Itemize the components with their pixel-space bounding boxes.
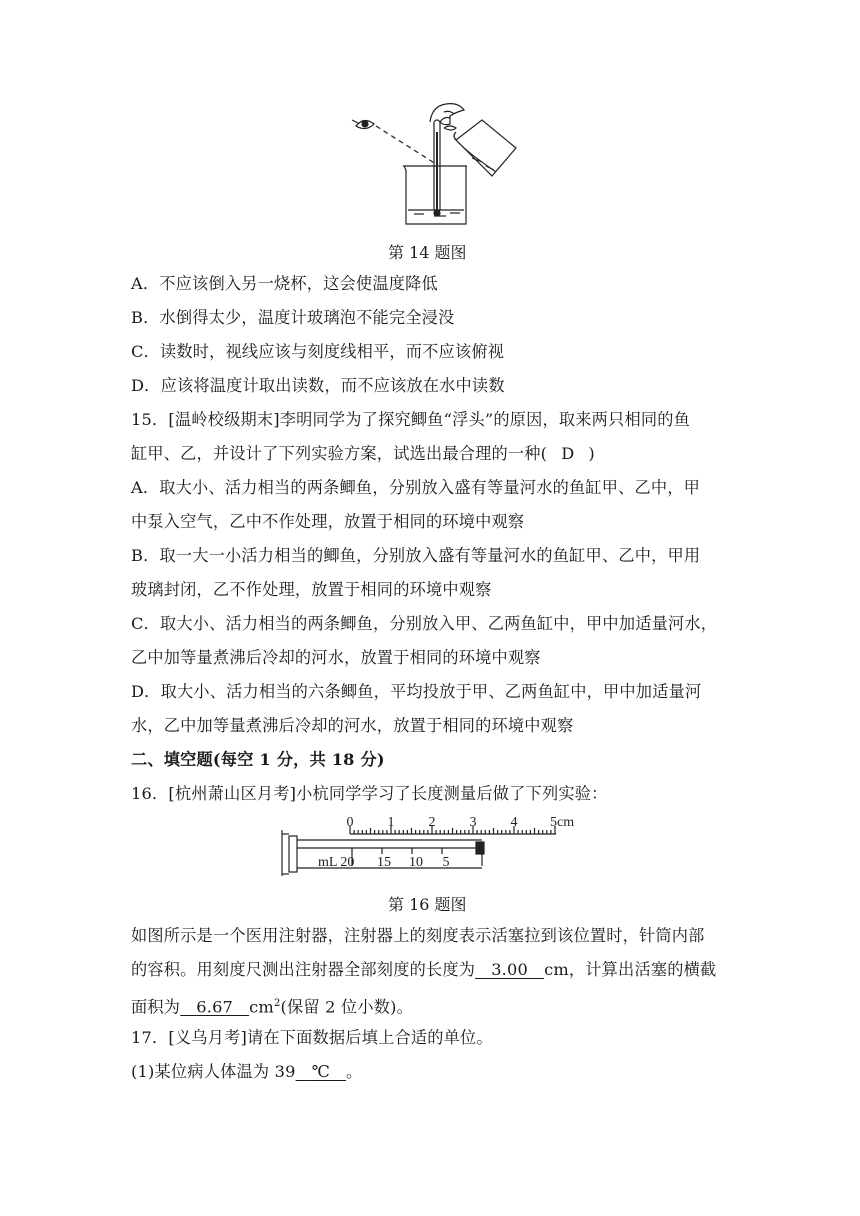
q16-paragraph-line3: 面积为 6.67 $cm^2$(保留 2 位小数)。: [131, 997, 414, 1017]
q17-item-1: (1)某位病人体温为 39 ℃ 。: [131, 1062, 363, 1081]
thermometer-icon: [434, 120, 440, 216]
q15-option-c-line2: 乙中加等量煮沸后冷却的河水，放置于相同的环境中观察: [131, 648, 541, 667]
q15-option-b-line2: 玻璃封闭，乙不作处理，放置于相同的环境中观察: [131, 580, 492, 599]
figure-16-caption: 第 16 题图: [388, 895, 467, 914]
q15-option-b-line1: B．取一大一小活力相当的鲫鱼，分别放入盛有等量河水的鱼缸甲、乙中，甲用: [131, 546, 701, 565]
figure-14-caption: 第 14 题图: [388, 243, 467, 262]
q16-answer-length: 3.00: [491, 960, 529, 979]
q16-paragraph-line1: 如图所示是一个医用注射器，注射器上的刻度表示活塞拉到该位置时，针筒内部: [131, 926, 705, 945]
q14-option-a: A．不应该倒入另一烧杯，这会使温度降低: [131, 274, 438, 293]
ruler-label-3: 3: [469, 815, 477, 830]
syringe-label-20: mL 20: [318, 855, 355, 870]
eye-icon: [352, 120, 374, 129]
syringe-label-10: 10: [409, 855, 423, 870]
q17-stem: 17．[义乌月考]请在下面数据后填上合适的单位。: [131, 1028, 493, 1047]
ruler-label-5: 5cm: [550, 815, 575, 830]
ruler-icon: [350, 826, 556, 834]
ruler-label-1: 1: [387, 815, 395, 830]
pouring-beaker-icon: [444, 120, 516, 176]
figure-16-syringe-ruler: [270, 808, 590, 884]
ruler-label-2: 2: [428, 815, 436, 830]
ruler-label-0: 0: [346, 815, 354, 830]
hand-icon: [430, 104, 464, 125]
q16-answer-area: 6.67: [196, 997, 234, 1017]
q15-stem-line1: 15．[温岭校级期末]李明同学为了探究鲫鱼“浮头”的原因，取来两只相同的鱼: [131, 410, 690, 429]
q14-option-c: C．读数时，视线应该与刻度线相平，而不应该俯视: [131, 342, 505, 361]
ruler-label-4: 4: [510, 815, 518, 830]
q17-answer-unit: ℃: [311, 1062, 330, 1081]
syringe-label-5: 5: [442, 855, 450, 870]
q15-option-d-line2: 水，乙中加等量煮沸后冷却的河水，放置于相同的环境中观察: [131, 716, 574, 735]
section-2-heading: 二、填空题(每空 1 分，共 18 分): [131, 750, 385, 769]
q14-option-d: D．应该将温度计取出读数，而不应该放在水中读数: [131, 376, 505, 395]
q15-option-c-line1: C．取大小、活力相当的两条鲫鱼，分别放入甲、乙两鱼缸中，甲中加适量河水，: [131, 614, 718, 633]
q15-stem-line2: 缸甲、乙，并设计了下列实验方案，试选出最合理的一种( D ): [131, 444, 595, 463]
q15-option-d-line1: D．取大小、活力相当的六条鲫鱼，平均投放于甲、乙两鱼缸中，甲中加适量河: [131, 682, 702, 701]
q15-option-a-line1: A．取大小、活力相当的两条鲫鱼，分别放入盛有等量河水的鱼缸甲、乙中，甲: [131, 478, 701, 497]
figure-14-thermometer-beaker: [340, 92, 530, 232]
q16-stem: 16．[杭州萧山区月考]小杭同学学习了长度测量后做了下列实验：: [131, 784, 608, 803]
q16-paragraph-line2: 的容积。用刻度尺测出注射器全部刻度的长度为 3.00 cm，计算出活塞的横截: [131, 960, 717, 979]
q14-option-b: B．水倒得太少，温度计玻璃泡不能完全浸没: [131, 308, 455, 327]
q15-option-a-line2: 中泵入空气，乙中不作处理，放置于相同的环境中观察: [131, 512, 525, 531]
syringe-label-15: 15: [377, 855, 391, 870]
q15-answer: D: [561, 444, 575, 463]
